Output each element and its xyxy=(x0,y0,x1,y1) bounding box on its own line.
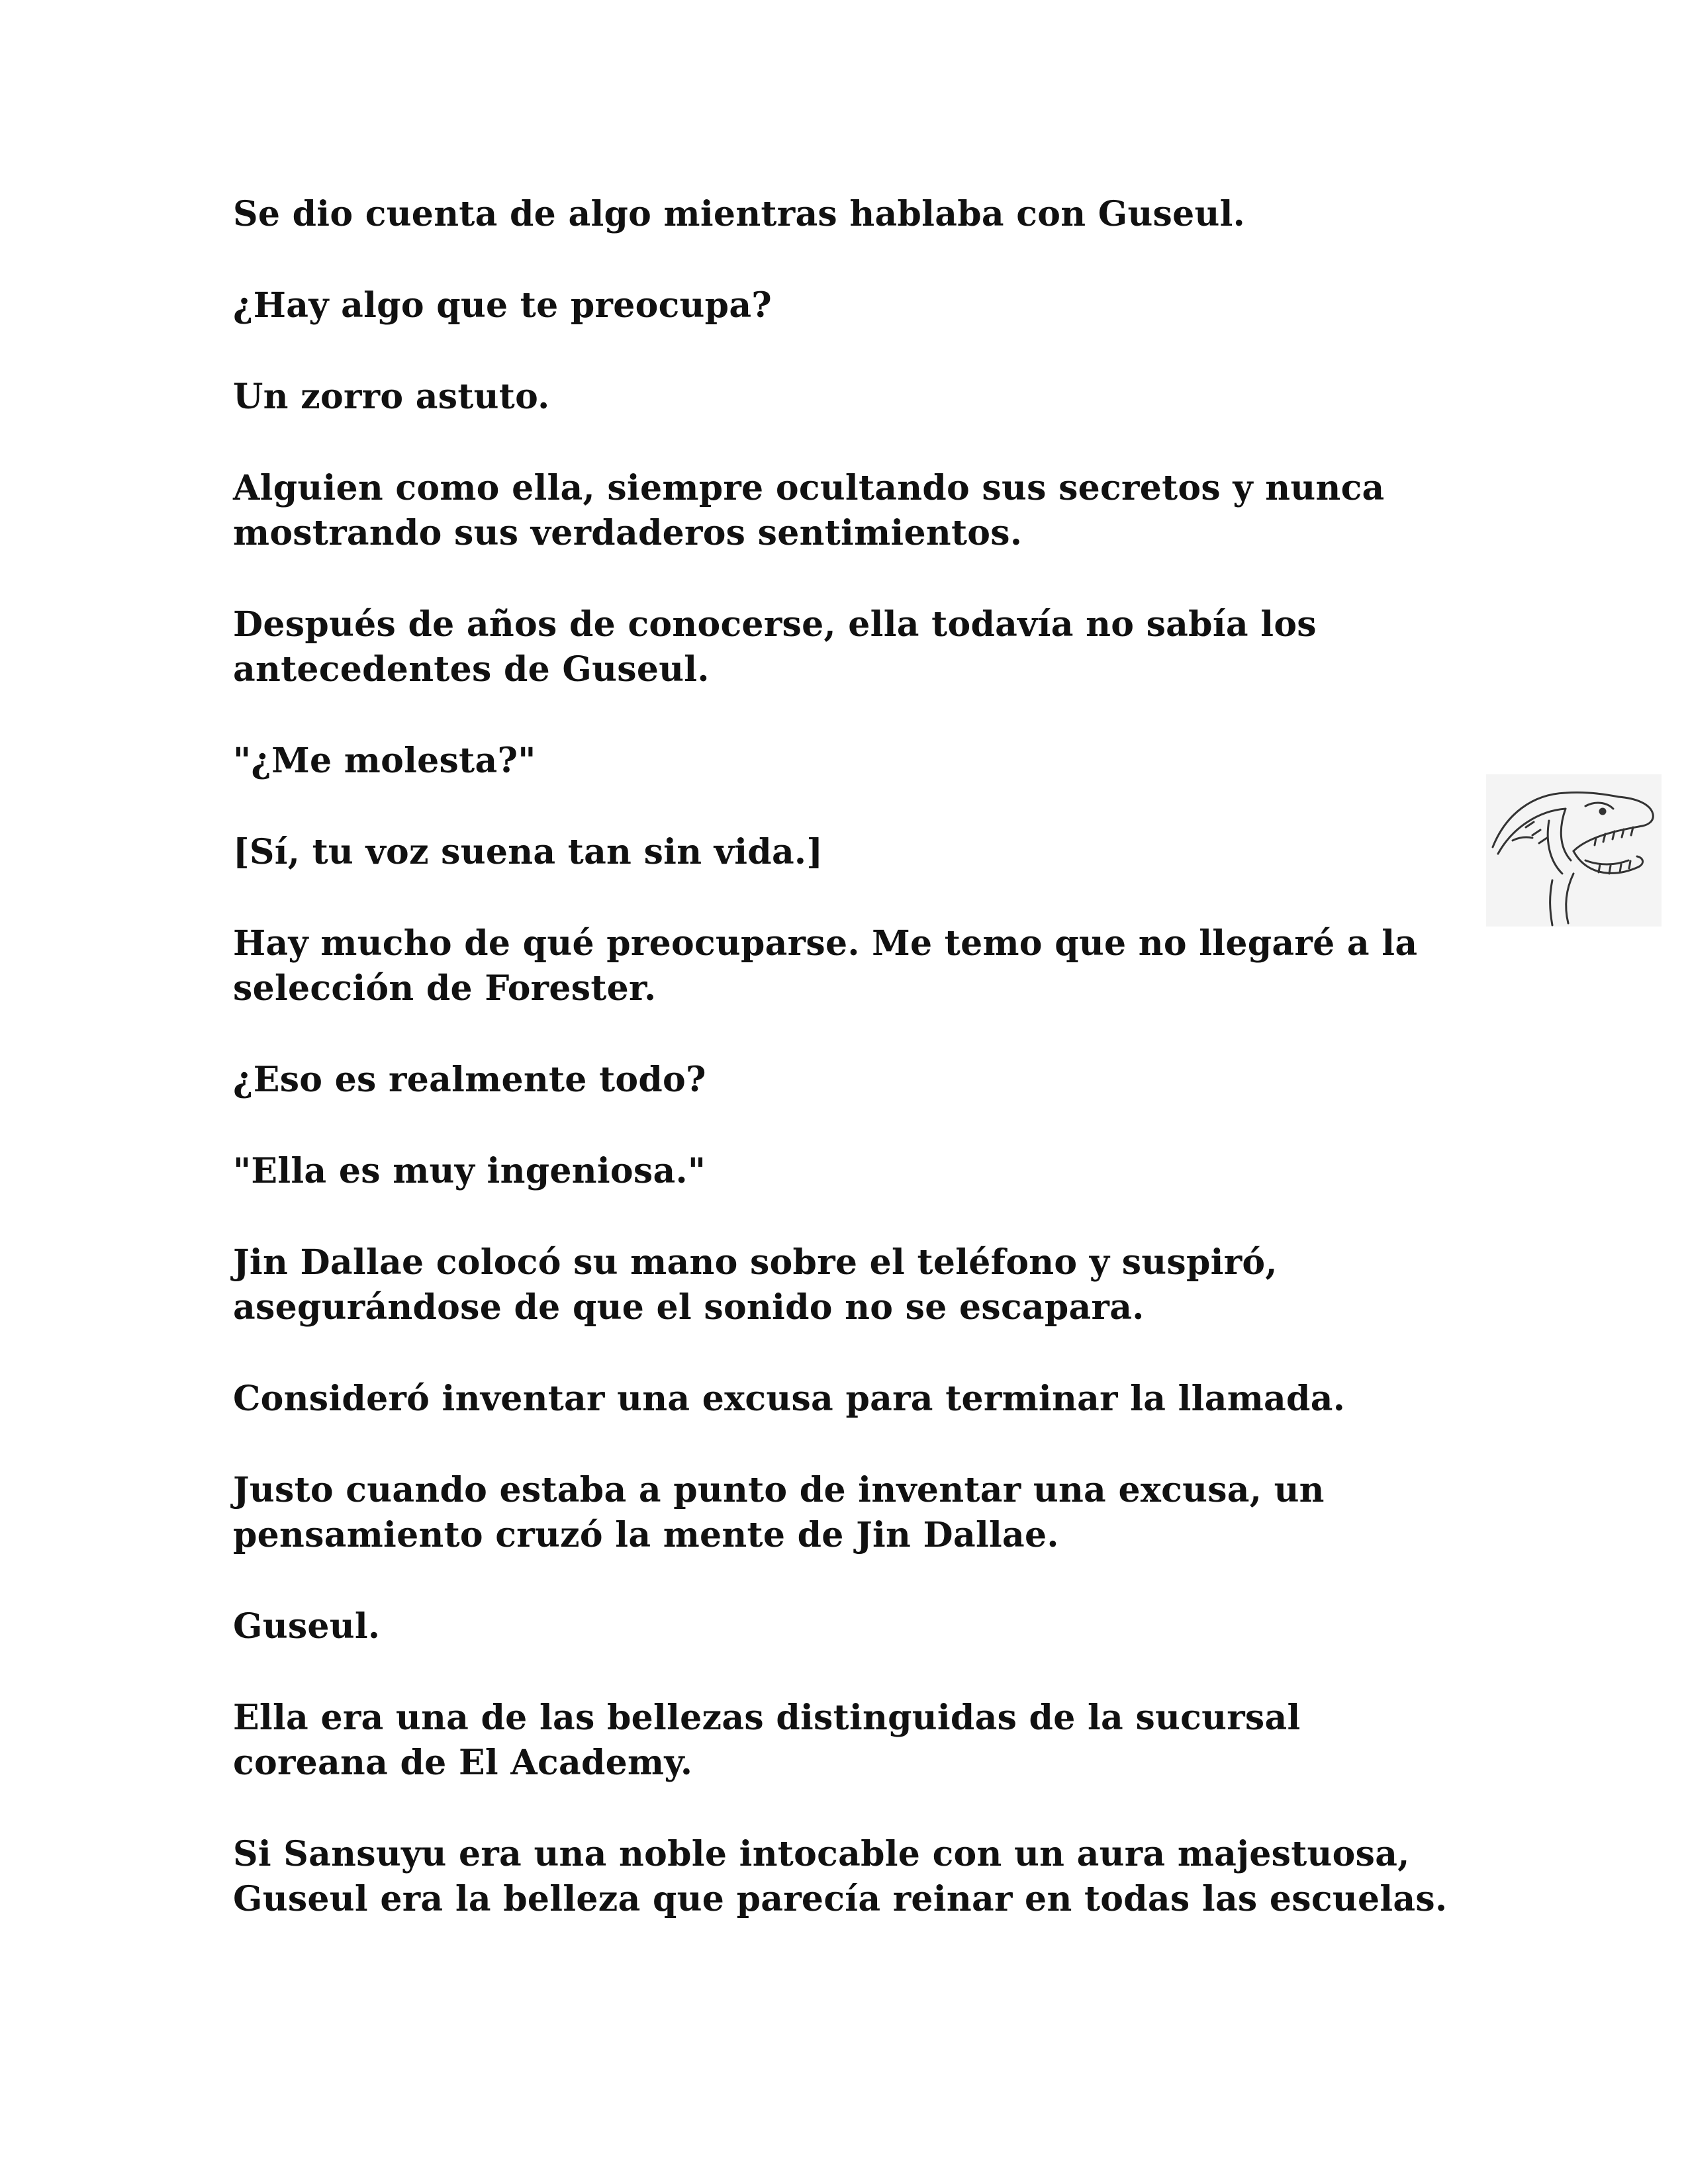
paragraph: Después de años de conocerse, ella todavía no sabía los antecedentes de Guseul. xyxy=(233,604,1317,690)
dinosaur-head-sketch-icon xyxy=(1486,774,1662,927)
paragraph: Jin Dallae colocó su mano sobre el teléfono y suspiró, asegurándose de que el sonido no se escapara. xyxy=(233,1242,1278,1328)
paragraph: ¿Hay algo que te preocupa? xyxy=(233,285,773,326)
paragraph: Un zorro astuto. xyxy=(233,377,550,417)
paragraph: Guseul. xyxy=(233,1606,381,1647)
paragraph: [Sí, tu voz suena tan sin vida.] xyxy=(233,832,823,872)
paragraph: Se dio cuenta de algo mientras hablaba con Guseul. xyxy=(233,194,1246,234)
paragraph: Si Sansuyu era una noble intocable con un aura majestuosa, Guseul era la belleza que parecía reinar en todas las escuelas. xyxy=(233,1834,1448,1919)
paragraph: Justo cuando estaba a punto de inventar una excusa, un pensamiento cruzó la mente de Jin Dallae. xyxy=(233,1470,1325,1555)
paragraph: Ella era una de las bellezas distinguidas de la sucursal coreana de El Academy. xyxy=(233,1698,1301,1783)
body-text xyxy=(233,192,1530,1968)
paragraph: "¿Me molesta?" xyxy=(233,741,536,781)
paragraph: Hay mucho de qué preocuparse. Me temo que no llegaré a la selección de Forester. xyxy=(233,923,1418,1009)
paragraph: "Ella es muy ingeniosa." xyxy=(233,1151,706,1191)
paragraph: Consideró inventar una excusa para terminar la llamada. xyxy=(233,1379,1346,1419)
paragraph: Alguien como ella, siempre ocultando sus secretos y nunca mostrando sus verdaderos sentimientos. xyxy=(233,468,1385,553)
paragraph: ¿Eso es realmente todo? xyxy=(233,1060,706,1100)
